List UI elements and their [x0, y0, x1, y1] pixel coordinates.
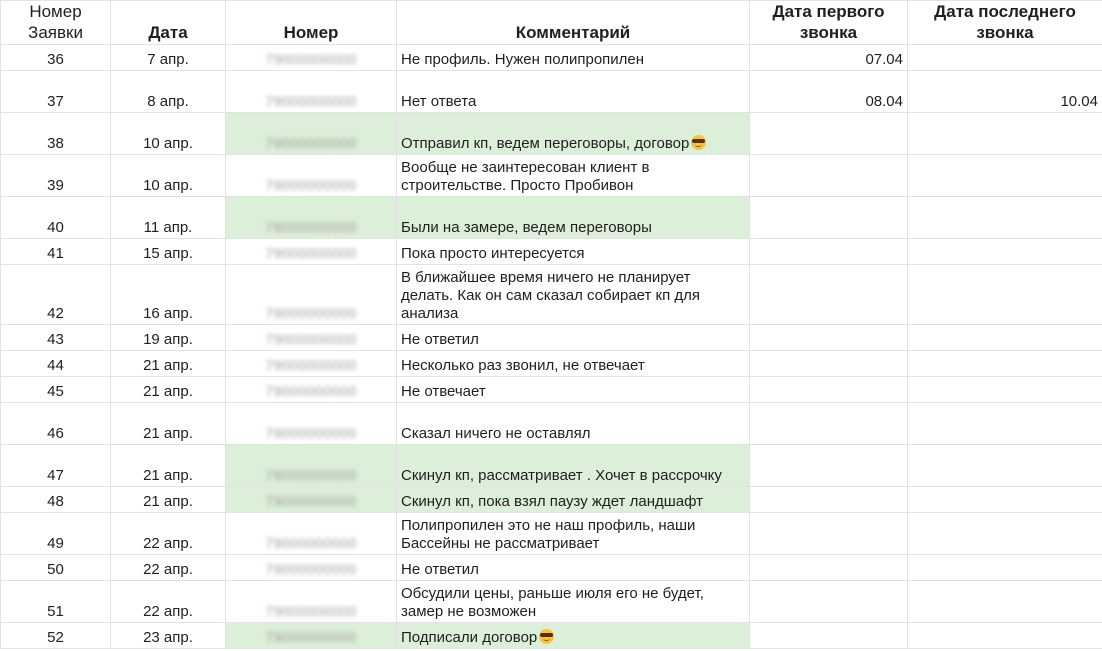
cell-first-call[interactable] [750, 197, 908, 239]
cell-comment[interactable] [397, 555, 750, 581]
phone-value-redacted: 79000000000 [265, 467, 357, 483]
cell-phone[interactable] [226, 555, 397, 581]
comment-text: Отправил кп, ведем переговоры, договор [401, 135, 690, 152]
cell-first-call[interactable]: 08.04 [750, 71, 908, 113]
header-phone[interactable]: Номер [226, 1, 397, 45]
cell-date[interactable]: 21 апр. [111, 445, 226, 487]
header-request-number[interactable]: Номер Заявки [1, 1, 111, 45]
table-row [1, 513, 1102, 555]
table-row [1, 487, 1102, 513]
phone-value-redacted: 79000000000 [265, 535, 357, 551]
cell-date[interactable]: 22 апр. [111, 555, 226, 581]
cell-phone[interactable] [226, 403, 397, 445]
phone-value-redacted: 79000000000 [265, 93, 357, 109]
table-row [1, 581, 1102, 623]
cell-first-call[interactable] [750, 445, 908, 487]
phone-value-redacted: 79000000000 [265, 245, 357, 261]
header-first-call[interactable]: Дата первого звонка [750, 1, 908, 45]
cell-date[interactable]: 16 апр. [111, 265, 226, 325]
cell-last-call[interactable] [908, 239, 1102, 265]
cell-last-call[interactable] [908, 265, 1102, 325]
cell-last-call[interactable] [908, 513, 1102, 555]
table-row [1, 325, 1102, 351]
phone-value-redacted: 79000000000 [265, 135, 357, 151]
cell-last-call[interactable] [908, 325, 1102, 351]
cell-comment[interactable] [397, 513, 750, 555]
cell-phone[interactable] [226, 445, 397, 487]
cell-date[interactable]: 22 апр. [111, 581, 226, 623]
table-body [1, 45, 1102, 649]
smiling-face-with-sunglasses-icon [691, 135, 706, 150]
cell-request-number[interactable]: 51 [1, 581, 111, 623]
cell-comment[interactable] [397, 197, 750, 239]
cell-first-call[interactable] [750, 487, 908, 513]
cell-comment[interactable] [397, 351, 750, 377]
comment-text: Полипропилен это не наш профиль, наши Бассейны не рассматривает [401, 517, 696, 552]
cell-date[interactable]: 19 апр. [111, 325, 226, 351]
cell-comment[interactable] [397, 325, 750, 351]
cell-request-number[interactable]: 38 [1, 113, 111, 155]
cell-request-number[interactable]: 41 [1, 239, 111, 265]
cell-last-call[interactable] [908, 113, 1102, 155]
phone-value-redacted: 79000000000 [265, 603, 357, 619]
cell-first-call[interactable] [750, 351, 908, 377]
phone-value-redacted: 79000000000 [265, 383, 357, 399]
cell-phone[interactable] [226, 623, 397, 649]
header-date[interactable]: Дата [111, 1, 226, 45]
cell-comment[interactable] [397, 623, 750, 649]
cell-last-call[interactable] [908, 487, 1102, 513]
cell-date[interactable]: 15 апр. [111, 239, 226, 265]
cell-date[interactable]: 21 апр. [111, 377, 226, 403]
phone-value-redacted: 79000000000 [265, 305, 357, 321]
comment-text: Не ответил [401, 561, 479, 578]
table-row [1, 377, 1102, 403]
table-row [1, 623, 1102, 649]
cell-request-number[interactable]: 45 [1, 377, 111, 403]
cell-phone[interactable] [226, 325, 397, 351]
table-row [1, 113, 1102, 155]
cell-comment[interactable] [397, 403, 750, 445]
cell-first-call[interactable] [750, 581, 908, 623]
cell-request-number[interactable]: 43 [1, 325, 111, 351]
cell-date[interactable]: 23 апр. [111, 623, 226, 649]
comment-text: Сказал ничего не оставлял [401, 425, 591, 442]
comment-text: Скинул кп, рассматривает . Хочет в рассрочку [401, 467, 722, 484]
cell-date[interactable]: 7 апр. [111, 45, 226, 71]
cell-request-number[interactable]: 37 [1, 71, 111, 113]
cell-last-call[interactable] [908, 351, 1102, 377]
cell-comment[interactable] [397, 45, 750, 71]
phone-value-redacted: 79000000000 [265, 219, 357, 235]
table-row [1, 239, 1102, 265]
phone-value-redacted: 79000000000 [265, 357, 357, 373]
comment-text: Не профиль. Нужен полипропилен [401, 51, 645, 68]
cell-request-number[interactable]: 36 [1, 45, 111, 71]
cell-comment[interactable] [397, 113, 750, 155]
cell-phone[interactable] [226, 113, 397, 155]
table-row [1, 71, 1102, 113]
cell-comment[interactable] [397, 445, 750, 487]
cell-last-call[interactable] [908, 377, 1102, 403]
cell-date[interactable]: 8 апр. [111, 71, 226, 113]
cell-phone[interactable] [226, 239, 397, 265]
cell-request-number[interactable]: 49 [1, 513, 111, 555]
cell-last-call[interactable] [908, 155, 1102, 197]
cell-first-call[interactable] [750, 623, 908, 649]
cell-comment[interactable] [397, 581, 750, 623]
cell-date[interactable]: 21 апр. [111, 487, 226, 513]
cell-date[interactable]: 10 апр. [111, 113, 226, 155]
cell-last-call[interactable] [908, 445, 1102, 487]
header-comment[interactable]: Комментарий [397, 1, 750, 45]
cell-first-call[interactable] [750, 239, 908, 265]
table-row [1, 197, 1102, 239]
cell-comment[interactable] [397, 487, 750, 513]
comment-text: Пока просто интересуется [401, 245, 585, 262]
cell-request-number[interactable]: 47 [1, 445, 111, 487]
table-row [1, 155, 1102, 197]
cell-request-number[interactable]: 52 [1, 623, 111, 649]
comment-text: Обсудили цены, раньше июля его не будет, замер не возможен [401, 585, 704, 620]
comment-text: Не ответил [401, 331, 479, 348]
cell-phone[interactable] [226, 377, 397, 403]
cell-comment[interactable] [397, 265, 750, 325]
cell-last-call[interactable]: 10.04 [908, 71, 1102, 113]
smiling-face-with-sunglasses-icon [539, 629, 554, 644]
cell-last-call[interactable] [908, 403, 1102, 445]
cell-request-number[interactable]: 40 [1, 197, 111, 239]
phone-value-redacted: 79000000000 [265, 177, 357, 193]
cell-first-call[interactable] [750, 325, 908, 351]
phone-value-redacted: 79000000000 [265, 51, 357, 67]
cell-first-call[interactable] [750, 555, 908, 581]
cell-comment[interactable] [397, 239, 750, 265]
cell-last-call[interactable] [908, 555, 1102, 581]
cell-first-call[interactable] [750, 377, 908, 403]
cell-first-call[interactable] [750, 513, 908, 555]
cell-phone[interactable] [226, 197, 397, 239]
cell-comment[interactable] [397, 155, 750, 197]
cell-phone[interactable] [226, 45, 397, 71]
table-row [1, 403, 1102, 445]
comment-text: В ближайшее время ничего не планирует делать. Как он сам сказал собирает кп для анализа [401, 269, 701, 322]
cell-first-call[interactable] [750, 403, 908, 445]
header-last-call[interactable]: Дата последнего звонка [908, 1, 1102, 45]
cell-first-call[interactable] [750, 113, 908, 155]
cell-date[interactable]: 21 апр. [111, 351, 226, 377]
comment-text: Вообще не заинтересован клиент в строительстве. Просто Пробивон [401, 159, 650, 194]
table-row [1, 351, 1102, 377]
cell-phone[interactable] [226, 487, 397, 513]
cell-comment[interactable] [397, 71, 750, 113]
phone-value-redacted: 79000000000 [265, 331, 357, 347]
comment-text: Нет ответа [401, 93, 477, 110]
cell-last-call[interactable] [908, 197, 1102, 239]
cell-date[interactable]: 11 апр. [111, 197, 226, 239]
cell-phone[interactable] [226, 351, 397, 377]
cell-request-number[interactable]: 50 [1, 555, 111, 581]
phone-value-redacted: 79000000000 [265, 425, 357, 441]
comment-text: Подписали договор [401, 629, 538, 646]
table-row [1, 265, 1102, 325]
cell-request-number[interactable]: 42 [1, 265, 111, 325]
cell-phone[interactable] [226, 581, 397, 623]
cell-request-number[interactable]: 48 [1, 487, 111, 513]
cell-phone[interactable] [226, 155, 397, 197]
cell-date[interactable]: 21 апр. [111, 403, 226, 445]
cell-first-call[interactable]: 07.04 [750, 45, 908, 71]
cell-phone[interactable] [226, 71, 397, 113]
cell-first-call[interactable] [750, 155, 908, 197]
table-row [1, 445, 1102, 487]
cell-last-call[interactable] [908, 45, 1102, 71]
phone-value-redacted: 79000000000 [265, 561, 357, 577]
cell-request-number[interactable]: 46 [1, 403, 111, 445]
comment-text: Были на замере, ведем переговоры [401, 219, 652, 236]
comment-text: Не отвечает [401, 383, 486, 400]
table-row [1, 45, 1102, 71]
phone-value-redacted: 79000000000 [265, 629, 357, 645]
cell-date[interactable]: 22 апр. [111, 513, 226, 555]
cell-last-call[interactable] [908, 581, 1102, 623]
cell-phone[interactable] [226, 265, 397, 325]
cell-comment[interactable] [397, 377, 750, 403]
header-row [1, 1, 1102, 45]
table-row [1, 555, 1102, 581]
comment-text: Несколько раз звонил, не отвечает [401, 357, 645, 374]
cell-date[interactable]: 10 апр. [111, 155, 226, 197]
comment-text: Скинул кп, пока взял паузу ждет ландшафт [401, 493, 703, 510]
cell-request-number[interactable]: 39 [1, 155, 111, 197]
cell-phone[interactable] [226, 513, 397, 555]
cell-last-call[interactable] [908, 623, 1102, 649]
phone-value-redacted: 79000000000 [265, 493, 357, 509]
cell-first-call[interactable] [750, 265, 908, 325]
cell-request-number[interactable]: 44 [1, 351, 111, 377]
